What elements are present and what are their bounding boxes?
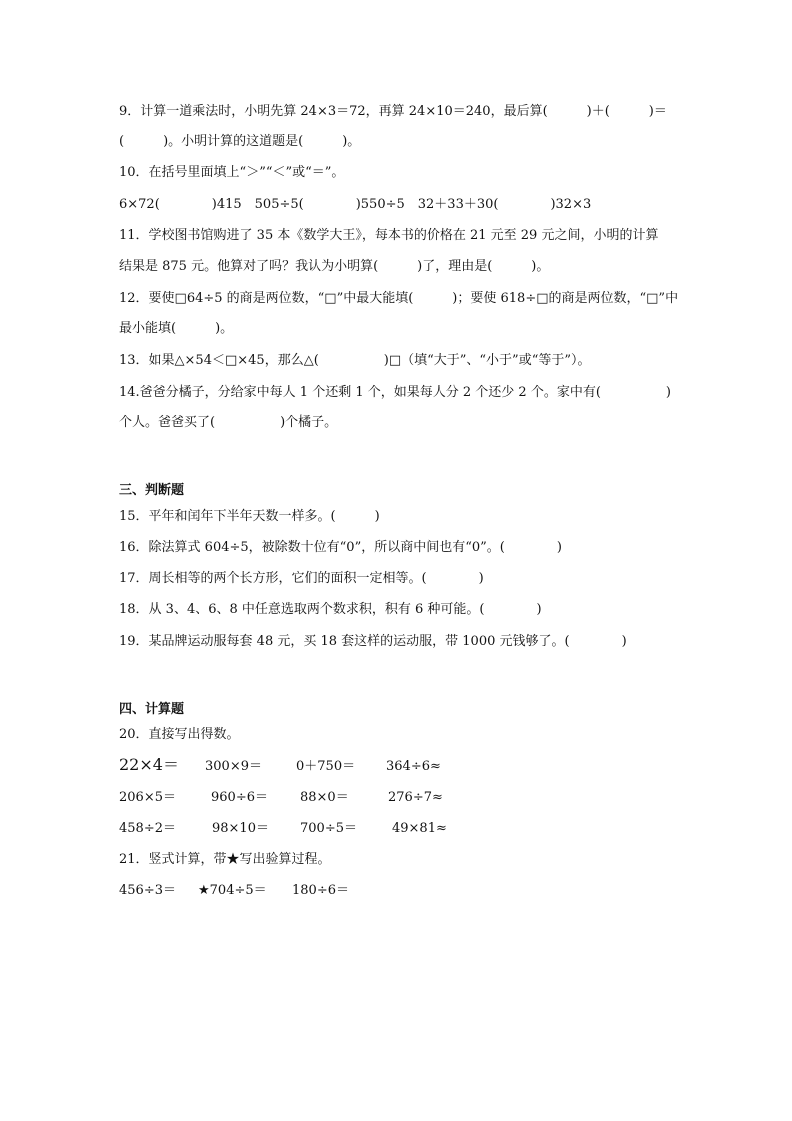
question-12-line-1: 12．要使□64÷5 的商是两位数，“□”中最大能填( )；要使 618÷□的商是两位数，“□”中: [119, 291, 679, 306]
calc-cell-r2c3: 88×0＝: [300, 790, 349, 805]
calc-cell-r1c4: 364÷6≈: [386, 759, 441, 774]
vertical-calc-1: 456÷3＝: [119, 883, 176, 898]
calc-cell-r2c4: 276÷7≈: [388, 790, 443, 805]
question-10-line-2: 6×72( )415 505÷5( )550÷5 32＋33＋30( )32×3: [119, 197, 592, 212]
calc-cell-r2c1: 206×5＝: [119, 790, 176, 805]
question-16: 16．除法算式 604÷5，被除数十位有“0”，所以商中间也有“0”。( ): [119, 540, 562, 555]
vertical-calc-3: 180÷6＝: [292, 883, 349, 898]
calc-cell-r3c2: 98×10＝: [212, 821, 269, 836]
calc-cell-r2c2: 960÷6＝: [211, 790, 268, 805]
question-10-line-1: 10．在括号里面填上“＞”“＜”或“＝”。: [119, 165, 345, 180]
question-21: 21．竖式计算，带★写出验算过程。: [119, 852, 331, 867]
calc-cell-r3c4: 49×81≈: [392, 821, 447, 836]
calc-cell-r3c1: 458÷2＝: [119, 821, 176, 836]
calc-cell-r1c3: 0＋750＝: [296, 759, 356, 774]
question-11-line-2: 结果是 875 元。他算对了吗？我认为小明算( )了，理由是( )。: [119, 259, 550, 274]
question-9-line-2: ( )。小明计算的这道题是( )。: [119, 134, 361, 149]
calc-cell-r3c3: 700÷5＝: [300, 821, 357, 836]
question-12-line-2: 最小能填( )。: [119, 321, 234, 336]
judge-heading: 三、判断题: [119, 483, 185, 498]
question-13: 13．如果△×54＜□×45，那么△( )□（填“大于”、“小于”或“等于”）。: [119, 353, 591, 368]
question-15: 15．平年和闰年下半年天数一样多。( ): [119, 509, 380, 524]
calc-cell-r1c1: 22×4＝: [119, 755, 179, 774]
question-20: 20．直接写出得数。: [119, 727, 240, 742]
question-11-line-1: 11．学校图书馆购进了 35 本《数学大王》，每本书的价格在 21 元至 29 元之间，小明的计算: [119, 228, 659, 243]
question-18: 18．从 3、4、6、8 中任意选取两个数求积，积有 6 种可能。( ): [119, 602, 542, 617]
question-17: 17．周长相等的两个长方形，它们的面积一定相等。( ): [119, 571, 484, 586]
question-9-line-1: 9．计算一道乘法时，小明先算 24×3＝72，再算 24×10＝240，最后算( )＋( )＝: [119, 104, 667, 119]
question-14-line-2: 个人。爸爸买了( )个橘子。: [119, 415, 338, 430]
vertical-calc-2: ★704÷5＝: [198, 883, 267, 898]
calc-cell-r1c2: 300×9＝: [205, 759, 262, 774]
calc-heading: 四、计算题: [119, 702, 185, 717]
question-19: 19．某品牌运动服每套 48 元，买 18 套这样的运动服，带 1000 元钱够了。( ): [119, 634, 627, 649]
question-14-line-1: 14.爸爸分橘子，分给家中每人 1 个还剩 1 个，如果每人分 2 个还少 2 个。家中有( ): [119, 385, 671, 400]
